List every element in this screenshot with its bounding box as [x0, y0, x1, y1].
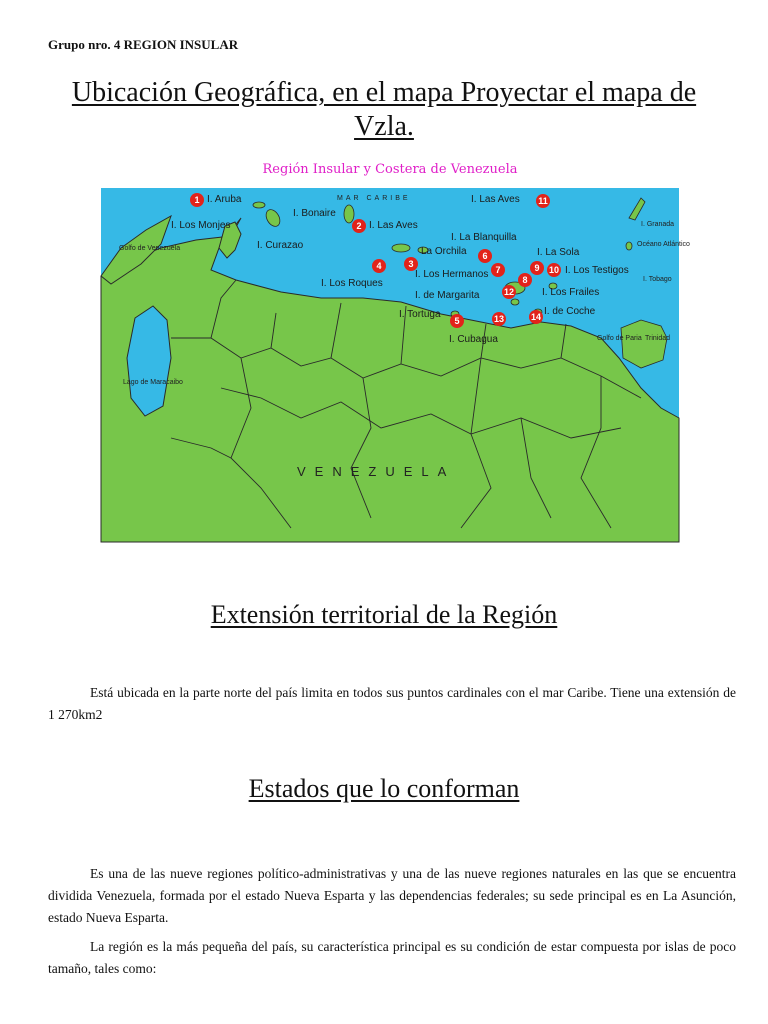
svg-text:3: 3	[408, 259, 414, 269]
heading-extension: Extensión territorial de la Región	[210, 600, 558, 629]
map-title: Región Insular y Costera de Venezuela	[262, 162, 518, 177]
label-los-frailes: I. Los Frailes	[542, 287, 600, 298]
label-tobago: I. Tobago	[643, 276, 672, 283]
marker-10	[547, 263, 561, 277]
label-golfo-venezuela: Golfo de Venezuela	[119, 245, 181, 252]
label-las-aves-2: I. Las Aves	[471, 194, 520, 205]
marker-6	[478, 249, 492, 263]
marker-2	[352, 219, 366, 233]
lake-maracaibo	[127, 306, 171, 416]
svg-text:7: 7	[495, 265, 501, 275]
label-oceano-atlantico: Océano Atlántico	[637, 241, 690, 248]
paragraph-states: Es una de las nueve regiones político-administrativas y una de las nueve regiones naturales en las que se encuentra dividida Venezuela, formada por el estado Nueva Esparta y las dependencias federales; su sede principal es en La Asunción, estado Nueva Esparta.	[48, 866, 736, 925]
svg-text:1: 1	[194, 195, 200, 205]
marker-14	[529, 310, 543, 324]
label-los-roques: I. Los Roques	[321, 278, 383, 289]
label-la-sola: I. La Sola	[537, 247, 580, 258]
marker-1	[190, 193, 204, 207]
label-de-coche: I. de Coche	[544, 306, 596, 317]
marker-12	[502, 285, 516, 299]
svg-text:12: 12	[503, 287, 515, 297]
label-tortuga: I. Tortuga	[399, 309, 441, 320]
marker-9	[530, 261, 544, 275]
label-los-testigos: I. Los Testigos	[565, 265, 629, 276]
label-los-monjes: I. Los Monjes	[171, 220, 231, 231]
svg-text:11: 11	[538, 196, 548, 206]
svg-text:5: 5	[454, 316, 460, 326]
svg-text:10: 10	[548, 265, 560, 275]
marker-13	[492, 312, 506, 326]
label-golfo-paria: Golfo de Paria	[597, 335, 642, 342]
sea-label: MAR CARIBE	[337, 195, 411, 202]
label-bonaire: I. Bonaire	[293, 208, 336, 219]
marker-3	[404, 257, 418, 271]
label-curazao: I. Curazao	[257, 240, 304, 251]
svg-text:13: 13	[493, 314, 505, 324]
paragraph-islands: La región es la más pequeña del país, su característica principal es su condición de estar compuesta por islas de poco tamaño, tales como:	[48, 939, 736, 976]
label-la-blanquilla: I. La Blanquilla	[451, 232, 517, 243]
label-las-aves-1: I. Las Aves	[369, 220, 418, 231]
svg-text:9: 9	[534, 263, 540, 273]
svg-text:4: 4	[376, 261, 382, 271]
marker-5	[450, 314, 464, 328]
paragraph-extension: Está ubicada en la parte norte del país limita en todos sus puntos cardinales con el mar Caribe. Tiene una extensión de 1 270km2	[48, 685, 736, 722]
marker-11	[536, 194, 550, 208]
country-label: VENEZUELA	[297, 464, 456, 479]
heading-states: Estados que lo conforman	[248, 774, 520, 803]
label-aruba: I. Aruba	[207, 194, 242, 205]
marker-8	[518, 273, 532, 287]
label-lago-maracaibo: Lago de Maracaibo	[123, 379, 183, 386]
svg-text:2: 2	[356, 221, 362, 231]
label-trinidad: Trinidad	[645, 335, 671, 342]
document-header: Grupo nro. 4 REGION INSULAR	[48, 37, 239, 52]
svg-text:6: 6	[482, 251, 488, 261]
label-granada: I. Granada	[641, 221, 675, 228]
svg-text:14: 14	[530, 312, 542, 322]
marker-4	[372, 259, 386, 273]
svg-text:8: 8	[522, 275, 528, 285]
label-cubagua: I. Cubagua	[449, 334, 498, 345]
label-la-orchila: La Orchila	[421, 246, 467, 257]
marker-7	[491, 263, 505, 277]
page-title: Ubicación Geográfica, en el mapa Proyectar el mapa de Vzla.	[71, 77, 697, 142]
label-los-hermanos: I. Los Hermanos	[415, 269, 489, 280]
label-margarita: I. de Margarita	[415, 290, 480, 301]
venezuela-map	[101, 188, 690, 542]
